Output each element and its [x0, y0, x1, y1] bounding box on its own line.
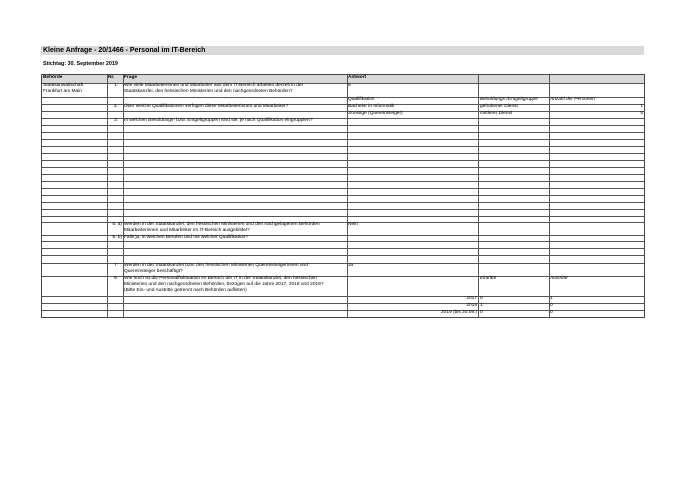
q1-answer: 6 — [348, 83, 351, 88]
q9-nr: 9. — [113, 276, 118, 281]
document-title: Kleine Anfrage - 20/1466 - Personal im IT-Bereich — [43, 47, 206, 54]
qual-row-2-gruppe: mittlerer Dienst — [480, 111, 513, 116]
title-bar — [41, 46, 644, 55]
q3-text: In welchen Besoldungs- bzw. Entgeltgruppen sind sie, je nach Qualifikation eingruppiert? — [124, 118, 313, 123]
q7-nr: 7. — [113, 263, 118, 268]
fluk-row-2-austritte: 0 — [550, 303, 553, 308]
behoerde-line1: Staatsanwaltschaft — [43, 83, 84, 88]
fluk-row-1-eintritte: 0 — [480, 296, 483, 301]
q3-nr: 3. — [113, 118, 118, 123]
q2-nr: 2. — [113, 104, 118, 109]
fluk-row-3-austritte: 0 — [550, 310, 553, 315]
q5b-nr: 5. b) — [112, 235, 122, 240]
header-antwort: Antwort — [348, 75, 367, 80]
qual-row-1-qualifikation: Bachelor in Informatik — [348, 104, 395, 109]
col-austritte: Austritte — [550, 276, 568, 281]
fluk-row-2-jahr: 2018 — [466, 303, 477, 308]
fluk-row-2-eintritte: 1 — [480, 303, 483, 308]
behoerde-line2: Frankfurt am Main — [43, 89, 82, 94]
header-nr: Nr. — [108, 75, 115, 80]
header-frage: Frage — [124, 75, 138, 80]
q5a-line2: Mitarbeiterinnen und Mitarbeiter im IT-Bereich ausgebildet? — [124, 228, 250, 233]
qual-row-2-anzahl: 5 — [640, 111, 643, 116]
q9-line1: Wie hoch ist die Personalfluktuation im Bereich der IT in der Staatskanzlei, den hessischen — [124, 276, 317, 281]
q5a-answer: Nein — [348, 222, 358, 227]
q9-line3: (Bitte Ein- und Austritte getrennt nach Behörden auflisten) — [124, 288, 247, 293]
fluk-row-3-eintritte: 0 — [480, 310, 483, 315]
q5a-nr: 5. a) — [112, 222, 122, 227]
q7-line2: Quereinsteiger beschäftigt? — [124, 269, 183, 274]
qual-row-1-anzahl: 1 — [640, 104, 643, 109]
qual-row-1-gruppe: gehobener Dienst — [480, 104, 518, 109]
col-anzahl: Anzahl der Personen — [550, 97, 595, 102]
q1-line1: Wie viele Mitarbeiterinnen und Mitarbeiter aus dem IT-Bereich arbeiten derzeit in der — [124, 83, 304, 88]
q7-line1: Werden in der Staatskanzlei bzw. den hessischen Ministerien Quereinsteigerinnen und — [124, 263, 308, 268]
q7-answer: Ja — [348, 263, 354, 268]
header-behoerde: Behörde — [43, 75, 63, 80]
q1-nr: 1. — [113, 83, 118, 88]
fluk-row-1-jahr: 2017 — [466, 296, 477, 301]
fluk-row-3-jahr: 2019 (bis 30.09.) — [440, 310, 477, 315]
q1-line2: Staatskanzlei, den hessischen Ministerien und den nachgeordneten Behörden? — [124, 89, 293, 94]
q2-text: Über welche Qualifikationen verfügen diese Mitarbeiterinnen und Mitarbeiter? — [124, 104, 289, 109]
reference-date: Stichtag: 30. September 2019 — [43, 61, 118, 67]
table-content — [41, 74, 645, 318]
q5a-line1: Werden in der Staatskanzlei, den hessischen Ministerien und den nachgelagerten Behörden — [124, 222, 320, 227]
q9-line2: Ministerien und den nachgeordneten Behörden, bezogen auf die Jahre 2017, 2018 und 2019? — [124, 282, 324, 287]
qual-row-2-qualifikation: Sonstige (Quereinsteiger) — [348, 111, 403, 116]
q5b-text: Falls ja, in welchen Berufen und mit welcher Qualifikation? — [124, 235, 248, 240]
col-qualifikation: Qualifikation — [348, 97, 375, 102]
fluk-row-1-austritte: 1 — [550, 296, 553, 301]
col-eintritte: Eintritte — [480, 276, 497, 281]
col-gruppe: Besoldungs-/Entgeltgruppe — [480, 97, 538, 102]
